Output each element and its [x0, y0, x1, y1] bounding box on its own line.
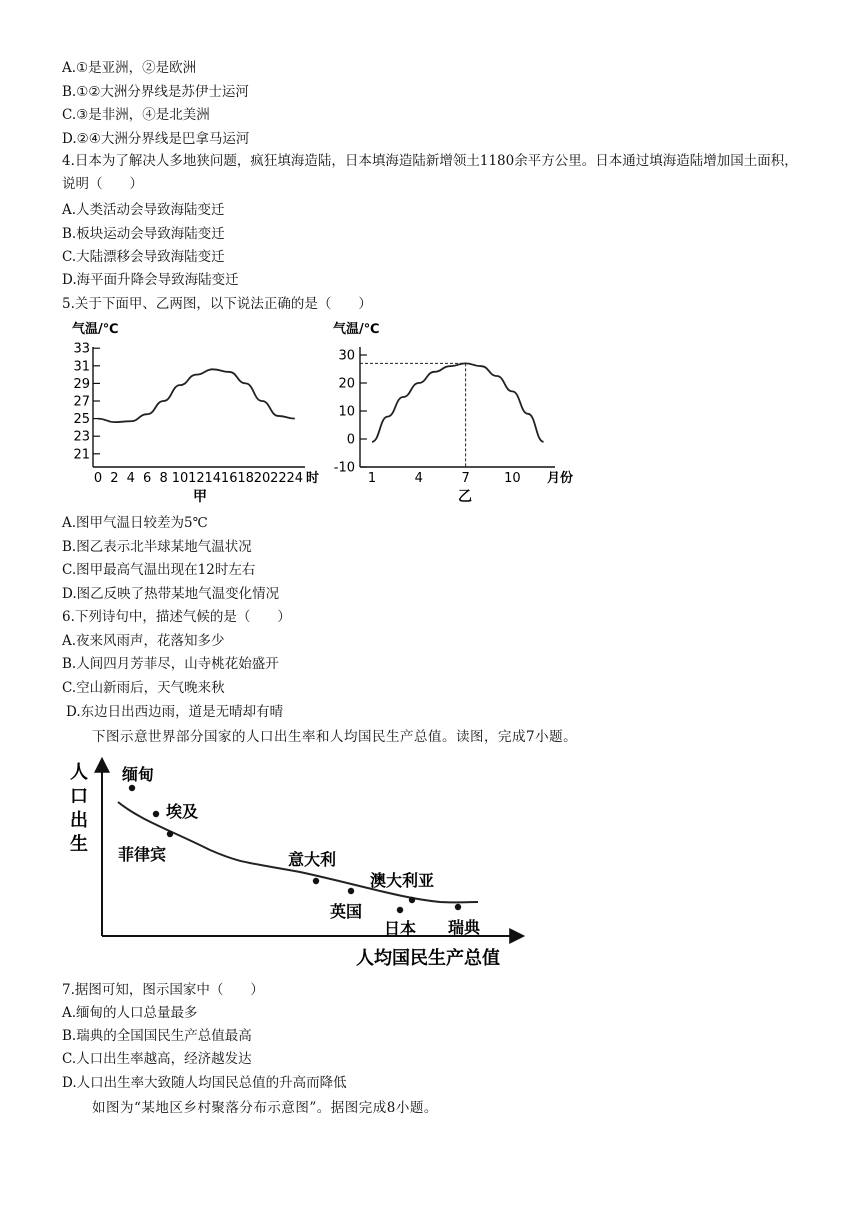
- q7-option-b: B.瑞典的全国国民生产总值最高: [62, 1028, 252, 1044]
- q7-option-a: A.缅甸的人口总量最多: [62, 1005, 198, 1021]
- q4-option-d: D.海平面升降会导致海陆变迁: [62, 272, 239, 288]
- q5-option-d: D.图乙反映了热带某地气温变化情况: [62, 586, 280, 602]
- point-uk: [348, 888, 354, 894]
- chart-jia-xtick-label: 8: [159, 471, 168, 486]
- q7-option-c: C.人口出生率越高，经济越发达: [62, 1051, 252, 1067]
- chart-jia-ytick-label: 29: [73, 376, 90, 392]
- chart-yi-xtick-label: 7: [461, 471, 470, 486]
- chart-jia-ytick-label: 23: [73, 429, 90, 445]
- chart-yi-xtick-label: 1: [367, 471, 377, 486]
- chart-birthrate-ylabel: 人 口 出 生: [70, 762, 88, 855]
- chart-jia-xtick-label: 4: [126, 471, 135, 486]
- label-italy: 意大利: [288, 850, 337, 869]
- chart-jia-caption: 甲: [193, 489, 207, 505]
- chart-yi-series-line: [372, 363, 544, 441]
- q6-option-b: B.人间四月芳菲尽，山寺桃花始盛开: [62, 656, 279, 672]
- chart-jia-xtick-label: 18: [237, 471, 254, 486]
- q5-option-b: B.图乙表示北半球某地气温状况: [62, 539, 252, 555]
- chart-yi-ytick-label: -10: [333, 460, 355, 476]
- q3-option-a: A.①是亚洲，②是欧洲: [62, 60, 197, 76]
- chart-jia-ytick-label: 31: [73, 359, 90, 375]
- chart-jia-xtick-label: 16: [220, 471, 238, 486]
- q3-option-b: B.①②大洲分界线是苏伊士运河: [62, 84, 249, 100]
- q5-option-c: C.图甲最高气温出现在12时左右: [62, 562, 256, 578]
- q6-option-a: A.夜来风雨声，花落知多少: [62, 633, 225, 649]
- label-japan: 日本: [384, 919, 417, 938]
- point-sweden: [455, 904, 461, 910]
- q6-option-d: D.东边日出西边雨，道是无晴却有晴: [66, 704, 284, 720]
- label-sweden: 瑞典: [448, 918, 481, 937]
- birthrate-gnp-chart: [60, 750, 540, 975]
- chart-jia-xtick-label: 14: [204, 471, 222, 486]
- point-philippines: [167, 831, 173, 837]
- q6-option-c: C.空山新雨后，天气晚来秋: [62, 680, 225, 696]
- chart-jia-xtick-label: 22: [270, 471, 287, 486]
- chart-jia-xtick-label: 10: [171, 471, 189, 486]
- q8-intro: 如图为“某地区乡村聚落分布示意图”。据图完成8小题。: [92, 1100, 438, 1116]
- chart-jia-xtick-label: 0: [93, 471, 103, 486]
- chart-yi-xtick-label: 10: [504, 471, 521, 486]
- chart-jia-series-line: [98, 369, 295, 422]
- chart-jia-xtick-label: 12: [188, 471, 205, 486]
- chart-yi-ytick-label: 10: [338, 404, 355, 420]
- q7-stem: 7.据图可知，图示国家中（ ）: [62, 982, 264, 998]
- chart-jia-ylabel: 气温/℃: [72, 322, 119, 337]
- label-australia: 澳大利亚: [370, 871, 435, 890]
- point-myanmar: [129, 785, 135, 791]
- chart-yi-xlabel: 月份: [547, 471, 574, 486]
- label-egypt: 埃及: [166, 802, 199, 821]
- chart-yi-xtick-label: 4: [414, 471, 423, 486]
- chart-yi-ylabel: 气温/℃: [333, 322, 380, 337]
- label-philippines: 菲律宾: [118, 845, 167, 864]
- q4-stem: 4.日本为了解决人多地狭问题，疯狂填海造陆，日本填海造陆新增领土1180余平方公里。日本通过填海造陆增加国土面积，说明（ ）: [62, 153, 798, 192]
- chart-jia-xtick-label: 24: [286, 471, 304, 486]
- q7-option-d: D.人口出生率大致随人均国民总值的升高而降低: [62, 1075, 347, 1091]
- q4-option-c: C.大陆漂移会导致海陆变迁: [62, 249, 225, 265]
- chart-jia-xtick-label: 6: [143, 471, 152, 486]
- q4-option-b: B.板块运动会导致海陆变迁: [62, 226, 225, 242]
- chart-jia-ytick-label: 33: [73, 341, 90, 357]
- chart-jia: [60, 315, 330, 510]
- chart-jia-ytick-label: 25: [73, 412, 90, 428]
- q5-stem: 5.关于下面甲、乙两图，以下说法正确的是（ ）: [62, 296, 372, 312]
- q6-stem: 6.下列诗句中，描述气候的是（ ）: [62, 609, 291, 625]
- point-egypt: [153, 811, 159, 817]
- point-japan: [397, 907, 403, 913]
- chart-yi-caption: 乙: [458, 489, 472, 505]
- label-myanmar: 缅甸: [122, 765, 155, 784]
- q4-option-a: A.人类活动会导致海陆变迁: [62, 202, 225, 218]
- label-uk: 英国: [330, 902, 363, 921]
- q3-option-c: C.③是非洲，④是北美洲: [62, 107, 210, 123]
- chart-jia-ytick-label: 27: [73, 394, 90, 410]
- chart-yi-ytick-label: 30: [338, 348, 355, 364]
- chart-jia-xlabel: 时: [306, 471, 320, 486]
- q5-option-a: A.图甲气温日较差为5℃: [62, 515, 208, 531]
- chart-yi: [325, 315, 595, 510]
- chart-jia-ytick-label: 21: [73, 447, 90, 463]
- chart-birthrate-xlabel: 人均国民生产总值: [356, 948, 500, 969]
- chart-jia-xtick-label: 20: [253, 471, 271, 486]
- q3-option-d: D.②④大洲分界线是巴拿马运河: [62, 131, 250, 147]
- q7-intro: 下图示意世界部分国家的人口出生率和人均国民生产总值。读图，完成7小题。: [92, 729, 578, 745]
- point-australia: [409, 897, 415, 903]
- chart-yi-ytick-label: 0: [346, 432, 355, 448]
- chart-yi-ytick-label: 20: [338, 376, 355, 392]
- point-italy: [313, 878, 319, 884]
- chart-jia-xtick-label: 2: [110, 471, 119, 486]
